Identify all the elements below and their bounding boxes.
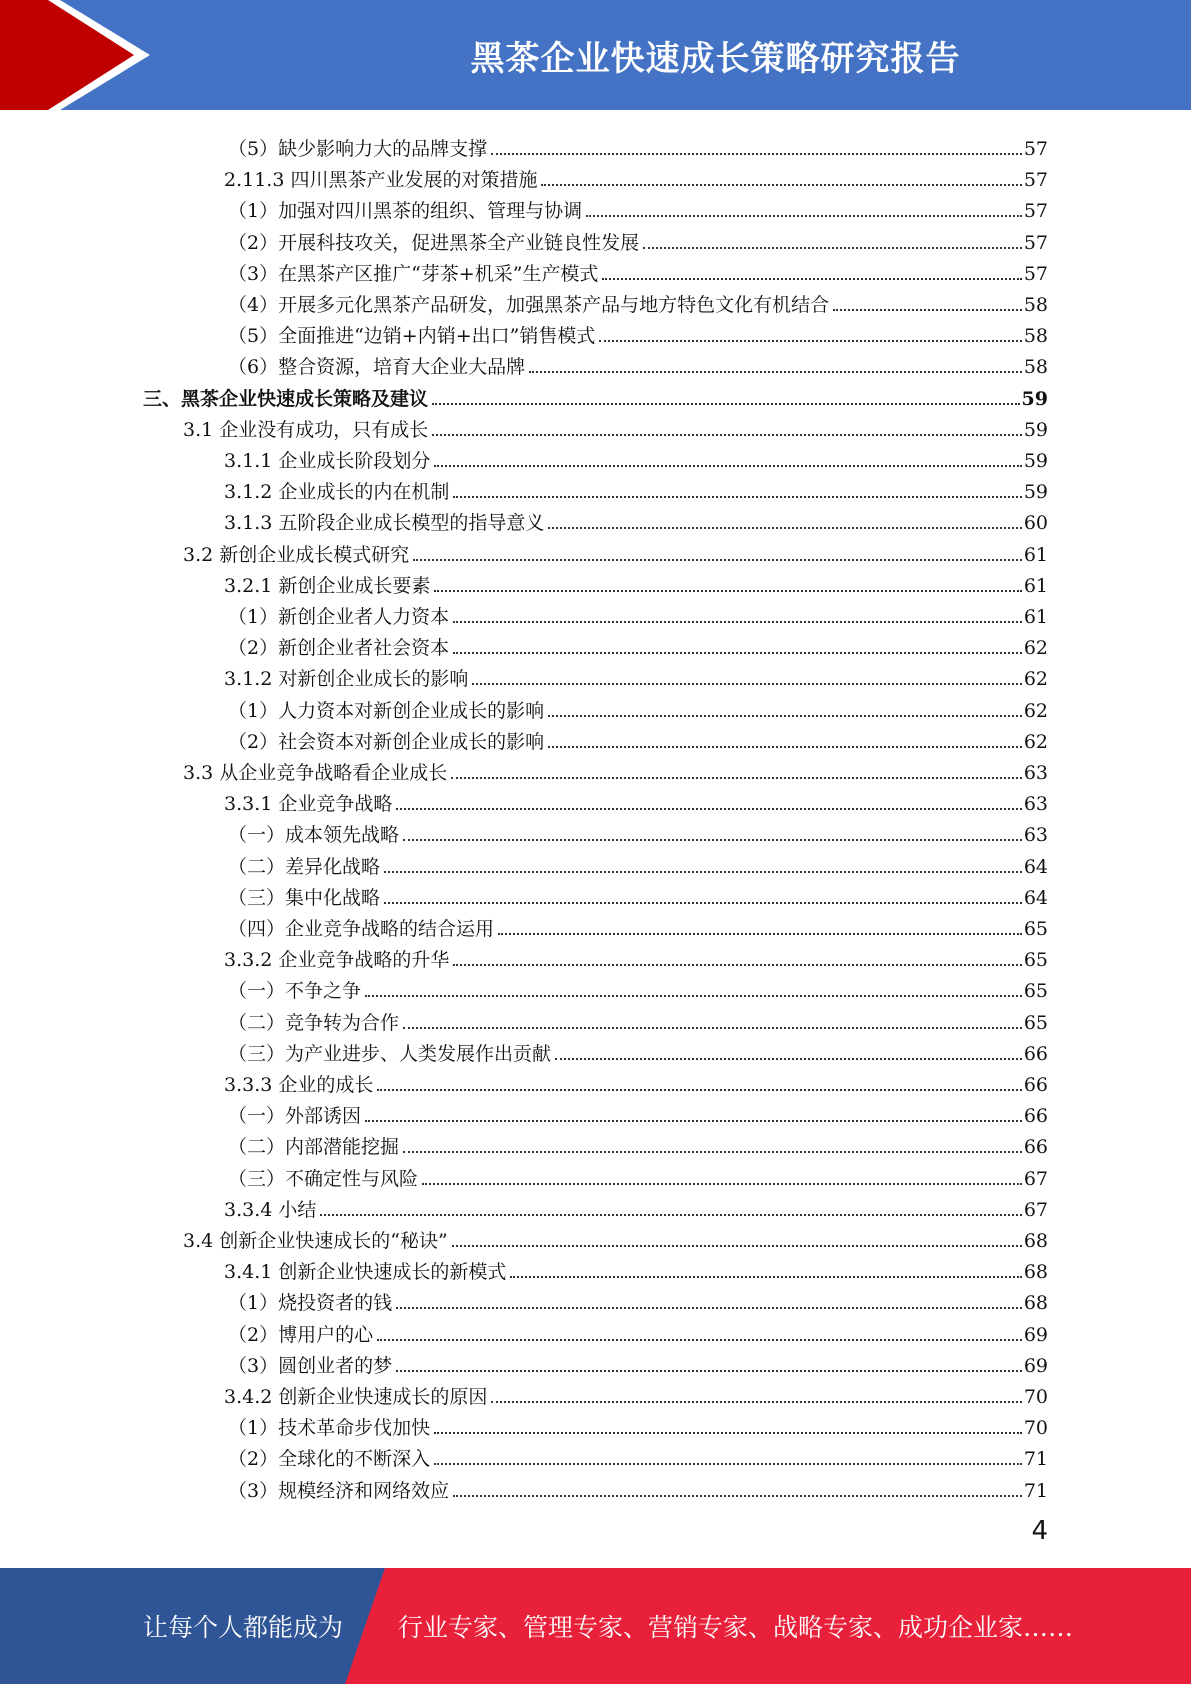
- toc-dot-leader: [434, 1463, 1022, 1465]
- toc-entry[interactable]: [228, 1158, 1048, 1189]
- toc-entry-label: （三）为产业进步、人类发展作出贡献: [228, 1042, 552, 1065]
- toc-entry[interactable]: [224, 658, 1048, 689]
- toc-entry-label: 3.1.2 企业成长的内在机制: [224, 481, 450, 504]
- toc-entry-page: 62: [1023, 637, 1048, 660]
- toc-entry-page: 68: [1023, 1261, 1048, 1284]
- toc-dot-leader: [451, 777, 1022, 779]
- toc-dot-leader: [413, 559, 1022, 561]
- toc-entry-page: 59: [1023, 481, 1048, 504]
- toc-dot-leader: [434, 465, 1021, 467]
- toc-entry-label: 3.3.3 企业的成长: [224, 1074, 374, 1096]
- toc-entry-page: 58: [1023, 294, 1048, 316]
- toc-dot-leader: [396, 1370, 1022, 1372]
- page-footer: [0, 1568, 1191, 1684]
- toc-entry-page: 68: [1023, 1230, 1048, 1252]
- toc-entry-label: 3.4.2 创新企业快速成长的原因: [224, 1386, 488, 1408]
- toc-entry-label: （2）全球化的不断深入: [228, 1448, 431, 1471]
- toc-entry-label: 3.1 企业没有成功，只有成长: [183, 418, 429, 441]
- toc-dot-leader: [586, 215, 1022, 217]
- toc-entry[interactable]: [228, 846, 1048, 877]
- toc-entry-page: 63: [1023, 793, 1048, 816]
- toc-dot-leader: [365, 1120, 1022, 1122]
- toc-entry-label: （1）烧投资者的钱: [228, 1292, 393, 1315]
- toc-dot-leader: [833, 309, 1022, 311]
- toc-entry-label: 3.4.1 创新企业快速成长的新模式: [224, 1261, 507, 1284]
- toc-entry-page: 58: [1023, 325, 1048, 348]
- toc-dot-leader: [403, 839, 1022, 841]
- toc-entry-label: 3.1.1 企业成长阶段划分: [224, 450, 431, 472]
- toc-entry-page: 65: [1023, 918, 1048, 940]
- toc-entry-label: 3.2 新创企业成长模式研究: [183, 543, 410, 566]
- toc-entry-label: （1）技术革命步伐加快: [228, 1417, 431, 1440]
- toc-entry-page: 71: [1023, 1479, 1048, 1502]
- toc-entry[interactable]: [228, 1095, 1048, 1126]
- toc-entry-label: （5）全面推进“边销+内销+出口”销售模式: [228, 325, 596, 348]
- toc-entry-label: 3.1.2 对新创企业成长的影响: [224, 668, 469, 691]
- toc-entry-label: （三）不确定性与风险: [228, 1167, 419, 1190]
- toc-dot-leader: [529, 371, 1022, 373]
- toc-dot-leader: [555, 1058, 1022, 1060]
- toc-entry[interactable]: [228, 814, 1048, 845]
- toc-entry-label: 3.3.1 企业竞争战略: [224, 793, 393, 816]
- toc-entry[interactable]: [228, 908, 1048, 939]
- toc-dot-leader: [510, 1276, 1021, 1278]
- toc-entry-label: 3.3.4 小结: [224, 1198, 317, 1221]
- toc-dot-leader: [491, 1401, 1021, 1403]
- toc-entry-page: 59: [1023, 450, 1048, 472]
- toc-entry-label: 3.4 创新企业快速成长的“秘诀”: [183, 1230, 448, 1252]
- toc-entry[interactable]: [143, 378, 1048, 409]
- toc-entry-page: 66: [1023, 1136, 1048, 1159]
- toc-entry-page: 57: [1023, 138, 1048, 160]
- toc-entry-page: 64: [1023, 855, 1048, 878]
- toc-entry-page: 70: [1023, 1417, 1048, 1440]
- toc-entry-label: （二）竞争转为合作: [228, 1011, 400, 1034]
- toc-entry-label: （3）在黑茶产区推广“芽茶+机采”生产模式: [228, 262, 599, 285]
- toc-entry-label: 3.3.2 企业竞争战略的升华: [224, 949, 450, 972]
- toc-dot-leader: [541, 184, 1021, 186]
- toc-dot-leader: [377, 1339, 1022, 1341]
- toc-entry[interactable]: [224, 783, 1048, 814]
- toc-entry-page: 57: [1023, 262, 1048, 285]
- footer-slogan-left: 让每个人都能成为: [143, 1613, 344, 1642]
- toc-entry-label: 三、黑茶企业快速成长策略及建议: [143, 387, 429, 410]
- toc-entry-label: （一）成本领先战略: [228, 824, 400, 847]
- toc-dot-leader: [491, 153, 1022, 155]
- toc-dot-leader: [452, 1245, 1022, 1247]
- toc-entry-page: 57: [1023, 169, 1048, 192]
- toc-dot-leader: [365, 995, 1022, 997]
- toc-entry-page: 69: [1023, 1323, 1048, 1346]
- toc-entry-page: 69: [1023, 1354, 1048, 1377]
- toc-entry[interactable]: [228, 1126, 1048, 1157]
- toc-dot-leader: [548, 715, 1022, 717]
- toc-entry[interactable]: [224, 1064, 1048, 1095]
- toc-entry-page: 65: [1023, 980, 1048, 1003]
- toc-entry[interactable]: [228, 253, 1048, 284]
- toc-entry[interactable]: [228, 284, 1048, 315]
- toc-entry-label: （三）集中化战略: [228, 886, 381, 909]
- toc-entry-label: 3.2.1 新创企业成长要素: [224, 574, 431, 597]
- toc-dot-leader: [602, 278, 1021, 280]
- toc-dot-leader: [434, 590, 1021, 592]
- toc-entry[interactable]: [224, 159, 1048, 190]
- toc-entry-label: （一）不争之争: [228, 980, 362, 1003]
- toc-entry-page: 68: [1023, 1292, 1048, 1315]
- toc-dot-leader: [643, 247, 1022, 249]
- toc-entry-label: （6）整合资源，培育大企业大品牌: [228, 356, 526, 379]
- toc-entry[interactable]: [224, 471, 1048, 502]
- toc-entry-label: （4）开展多元化黑茶产品研发，加强黑茶产品与地方特色文化有机结合: [228, 294, 830, 316]
- toc-entry[interactable]: [228, 1470, 1048, 1501]
- toc-dot-leader: [320, 1214, 1021, 1216]
- toc-dot-leader: [432, 434, 1022, 436]
- toc-entry-page: 65: [1023, 1011, 1048, 1034]
- toc-entry-label: （二）内部潜能挖掘: [228, 1136, 400, 1159]
- toc-entry[interactable]: [228, 1314, 1048, 1345]
- toc-entry[interactable]: [224, 565, 1048, 596]
- toc-dot-leader: [384, 871, 1022, 873]
- toc-entry-page: 62: [1023, 699, 1048, 722]
- toc-entry[interactable]: [228, 1407, 1048, 1438]
- toc-dot-leader: [453, 964, 1021, 966]
- toc-entry-page: 57: [1023, 231, 1048, 254]
- toc-dot-leader: [396, 1307, 1022, 1309]
- toc-entry-label: 3.1.3 五阶段企业成长模型的指导意义: [224, 512, 545, 535]
- toc-dot-leader: [432, 403, 1020, 405]
- toc-entry[interactable]: [228, 1033, 1048, 1064]
- toc-entry-page: 65: [1023, 949, 1048, 972]
- toc-entry-page: 60: [1023, 512, 1048, 535]
- toc-entry[interactable]: [224, 440, 1048, 471]
- toc-entry-page: 61: [1023, 543, 1048, 566]
- toc-dot-leader: [422, 1183, 1022, 1185]
- toc-entry-label: （1）加强对四川黑茶的组织、管理与协调: [228, 200, 583, 223]
- toc-entry-page: 66: [1023, 1105, 1048, 1128]
- toc-entry[interactable]: [224, 1376, 1048, 1407]
- toc-entry[interactable]: [228, 596, 1048, 627]
- toc-entry-page: 62: [1023, 668, 1048, 691]
- toc-entry[interactable]: [183, 409, 1048, 440]
- toc-entry[interactable]: [228, 1438, 1048, 1469]
- toc-entry-page: 61: [1023, 606, 1048, 628]
- toc-entry[interactable]: [228, 128, 1048, 159]
- toc-entry[interactable]: [183, 534, 1048, 565]
- toc-entry-label: 3.3 从企业竞争战略看企业成长: [183, 762, 448, 784]
- toc-entry-page: 63: [1023, 762, 1048, 784]
- header-arrow-decoration: [0, 0, 180, 110]
- toc-dot-leader: [453, 652, 1022, 654]
- toc-entry-page: 66: [1023, 1074, 1048, 1096]
- toc-entry-page: 63: [1023, 824, 1048, 847]
- page-number: 4: [1031, 1516, 1048, 1546]
- toc-dot-leader: [377, 1089, 1021, 1091]
- toc-dot-leader: [403, 1027, 1022, 1029]
- toc-entry-label: （一）外部诱因: [228, 1105, 362, 1128]
- toc-entry-page: 59: [1021, 387, 1048, 410]
- toc-entry-label: （2）博用户的心: [228, 1323, 374, 1346]
- toc-dot-leader: [403, 1151, 1022, 1153]
- toc-entry-page: 57: [1023, 200, 1048, 223]
- toc-entry[interactable]: [183, 752, 1048, 783]
- toc-dot-leader: [599, 340, 1021, 342]
- footer-slogan-right: 行业专家、管理专家、营销专家、战略专家、成功企业家……: [398, 1613, 1074, 1642]
- toc-entry-label: （1）人力资本对新创企业成长的影响: [228, 699, 545, 722]
- toc-entry[interactable]: [228, 1282, 1048, 1313]
- toc-entry-label: （2）新创企业者社会资本: [228, 637, 450, 660]
- toc-entry-page: 64: [1023, 886, 1048, 909]
- toc-entry-page: 71: [1023, 1448, 1048, 1471]
- toc-entry[interactable]: [228, 1002, 1048, 1033]
- toc-dot-leader: [453, 621, 1022, 623]
- toc-entry[interactable]: [228, 222, 1048, 253]
- toc-entry[interactable]: [228, 877, 1048, 908]
- toc-entry[interactable]: [228, 190, 1048, 221]
- toc-entry[interactable]: [228, 970, 1048, 1001]
- toc-entry-label: （二）差异化战略: [228, 855, 381, 878]
- toc-entry[interactable]: [228, 721, 1048, 752]
- toc-entry[interactable]: [224, 1189, 1048, 1220]
- toc-entry[interactable]: [224, 1251, 1048, 1282]
- toc-entry-label: （3）圆创业者的梦: [228, 1354, 393, 1377]
- toc-entry[interactable]: [228, 346, 1048, 377]
- toc-entry-label: （1）新创企业者人力资本: [228, 606, 450, 628]
- toc-entry-label: （2）开展科技攻关，促进黑茶全产业链良性发展: [228, 231, 640, 254]
- toc-entry-label: （2）社会资本对新创企业成长的影响: [228, 730, 545, 753]
- toc-entry[interactable]: [228, 315, 1048, 346]
- toc-entry[interactable]: [228, 690, 1048, 721]
- toc-entry-page: 67: [1023, 1198, 1048, 1221]
- toc-dot-leader: [384, 902, 1022, 904]
- toc-entry-page: 59: [1023, 418, 1048, 441]
- toc-entry[interactable]: [224, 939, 1048, 970]
- toc-dot-leader: [434, 1432, 1022, 1434]
- toc-entry[interactable]: [228, 627, 1048, 658]
- toc-dot-leader: [453, 496, 1021, 498]
- toc-dot-leader: [548, 746, 1022, 748]
- toc-entry-label: （四）企业竞争战略的结合运用: [228, 918, 495, 940]
- toc-dot-leader: [396, 808, 1021, 810]
- toc-entry-label: （5）缺少影响力大的品牌支撑: [228, 138, 488, 160]
- toc-dot-leader: [453, 1495, 1022, 1497]
- toc-entry[interactable]: [183, 1220, 1048, 1251]
- toc-entry-page: 62: [1023, 730, 1048, 753]
- page-header: [0, 0, 1191, 110]
- toc-entry-page: 61: [1023, 574, 1048, 597]
- toc-entry-label: （3）规模经济和网络效应: [228, 1479, 450, 1502]
- toc-entry-page: 70: [1023, 1386, 1048, 1408]
- toc-entry-page: 66: [1023, 1042, 1048, 1065]
- toc-entry[interactable]: [228, 1345, 1048, 1376]
- toc-entry-page: 58: [1023, 356, 1048, 379]
- toc-entry[interactable]: [224, 502, 1048, 533]
- header-title: 黑茶企业快速成长策略研究报告: [470, 38, 961, 79]
- toc-dot-leader: [472, 683, 1021, 685]
- toc-entry-label: 2.11.3 四川黑茶产业发展的对策措施: [224, 169, 538, 192]
- toc-dot-leader: [548, 527, 1021, 529]
- toc-entry-page: 67: [1023, 1167, 1048, 1190]
- toc-dot-leader: [498, 933, 1022, 935]
